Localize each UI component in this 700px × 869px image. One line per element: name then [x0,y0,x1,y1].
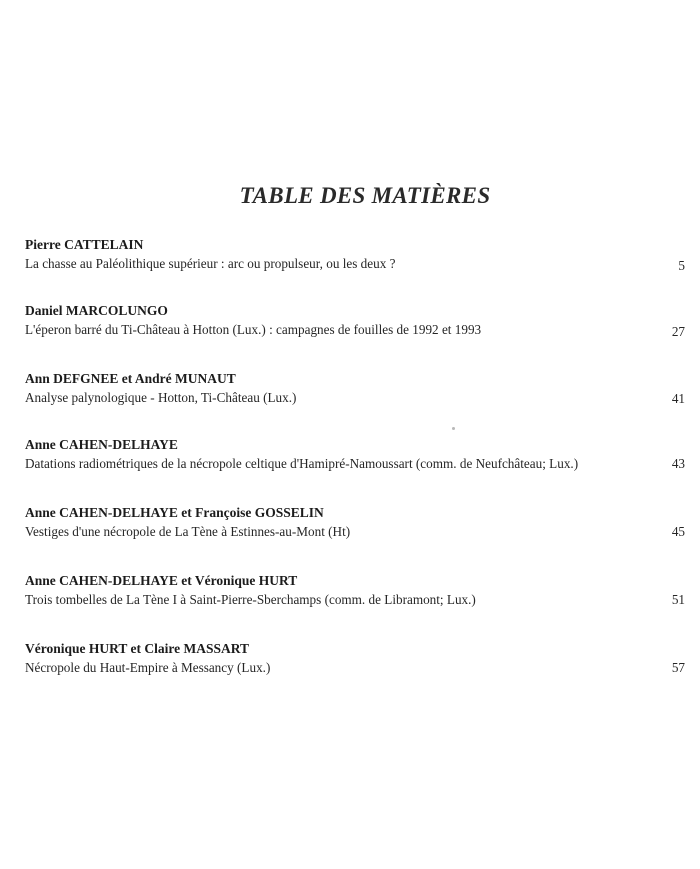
entry-author: Ann DEFGNEE et André MUNAUT [25,371,236,386]
entry-page-number: 5 [678,258,685,273]
toc-entry [25,640,685,676]
toc-entry [25,436,685,472]
entry-title: Trois tombelles de La Tène I à Saint-Pierre-Sberchamps (comm. de Libramont; Lux.) [25,592,476,607]
entry-page-number: 27 [671,324,685,339]
entry-row [25,589,685,608]
toc-heading: TABLE DES MATIÈRES [239,183,491,208]
entry-title: La chasse au Paléolithique supérieur : arc ou propulseur, ou les deux ? [25,256,396,271]
entry-row [25,521,685,540]
entry-row [25,253,685,272]
entry-page-number: 57 [671,660,685,675]
toc-entry [25,302,685,338]
entry-title: Datations radiométriques de la nécropole celtique d'Hamipré-Namoussart (comm. de Neufchâteau; Lux.) [25,456,579,471]
entry-title: L'éperon barré du Ti-Château à Hotton (Lux.) : campagnes de fouilles de 1992 et 1993 [25,322,482,337]
entry-author: Anne CAHEN-DELHAYE [25,437,178,452]
entry-title: Analyse palynologique - Hotton, Ti-Château (Lux.) [25,390,297,405]
entry-page-number: 43 [671,456,685,471]
entry-page-number: 41 [671,391,685,406]
entry-author: Anne CAHEN-DELHAYE et Véronique HURT [25,573,298,588]
entry-page-number: 51 [671,592,685,607]
toc-entry [25,504,685,540]
entry-author: Daniel MARCOLUNGO [25,303,168,318]
entry-author: Pierre CATTELAIN [25,237,144,252]
entry-author: Anne CAHEN-DELHAYE et Françoise GOSSELIN [25,505,324,520]
entry-row [25,319,685,338]
entry-page-number: 45 [671,524,685,539]
entry-author: Véronique HURT et Claire MASSART [25,641,250,656]
toc-entry [25,236,685,272]
entry-row [25,453,685,472]
toc-entry [25,572,685,608]
toc-entry [25,370,685,406]
scan-speck [452,427,455,430]
entry-row [25,657,685,676]
entry-title: Nécropole du Haut-Empire à Messancy (Lux.) [25,660,271,675]
entry-row [25,387,685,406]
entry-title: Vestiges d'une nécropole de La Tène à Estinnes-au-Mont (Ht) [25,524,351,539]
